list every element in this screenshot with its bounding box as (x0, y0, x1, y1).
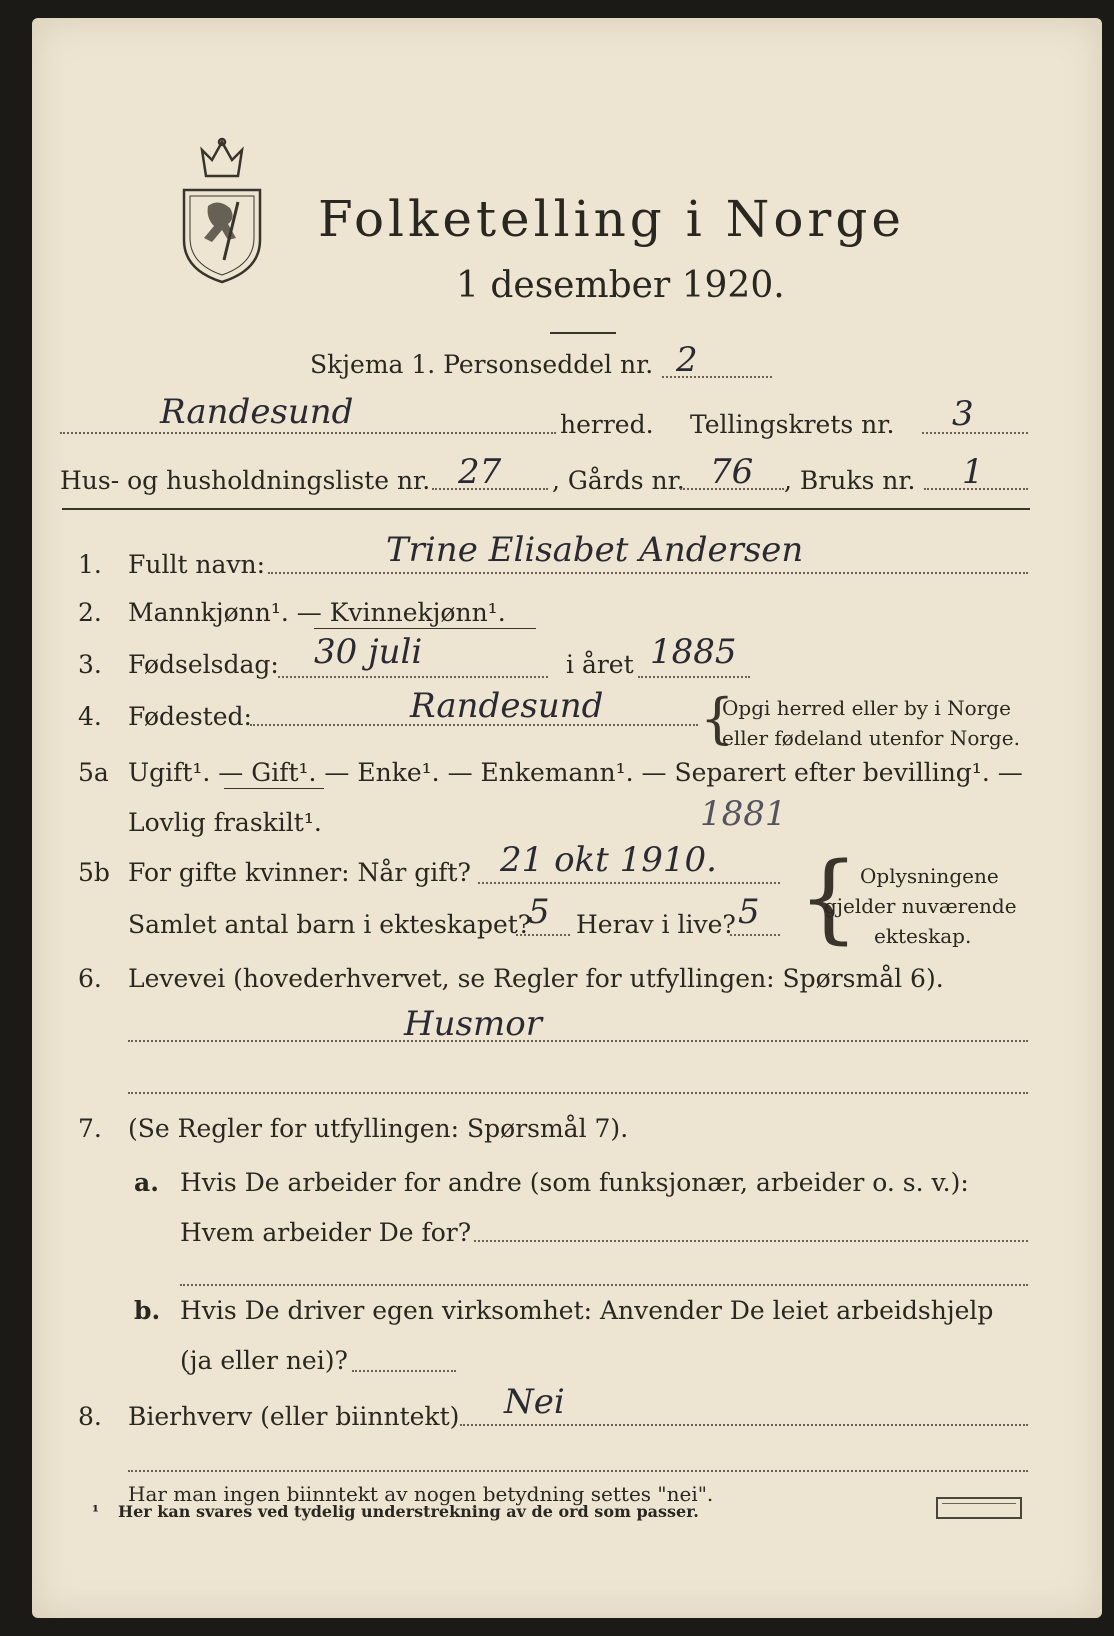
q2-underline-kvinnekjonn (314, 628, 536, 629)
q7b-line2: (ja eller nei)? (180, 1346, 348, 1375)
tellingskrets-nr-value[interactable]: 3 (952, 394, 974, 434)
q5b-alive-value[interactable]: 5 (738, 892, 760, 932)
q5b-label: For gifte kvinner: Når gift? (128, 858, 471, 887)
herred-label: herred. (560, 410, 654, 439)
q6-number: 6. (78, 964, 102, 993)
tellingskrets-line (922, 432, 1028, 434)
q1-label: Fullt navn: (128, 550, 266, 579)
q5b-married-value[interactable]: 21 okt 1910. (500, 840, 717, 880)
q3-label: Fødselsdag: (128, 650, 279, 679)
q7-label: (Se Regler for utfyllingen: Spørsmål 7). (128, 1114, 629, 1143)
q5a-number: 5a (78, 758, 109, 787)
q5a-extra-value[interactable]: 1881 (700, 794, 787, 834)
skjema-label: Skjema 1. Personseddel nr. (310, 350, 654, 379)
header-rule (62, 508, 1030, 510)
gards-nr-line (680, 488, 784, 490)
q8-side-income-value[interactable]: Nei (504, 1382, 565, 1422)
gards-nr-value[interactable]: 76 (710, 452, 754, 492)
q5a-line1: Ugift¹. — Gift¹. — Enke¹. — Enkemann¹. — Separert efter bevilling¹. — (128, 758, 1023, 787)
q4-birthplace-value[interactable]: Randesund (410, 686, 604, 726)
q6-occupation-value[interactable]: Husmor (404, 1004, 542, 1044)
q1-number: 1. (78, 550, 102, 579)
q5b-note-line1: Oplysningene (860, 864, 999, 888)
q3-year-line (638, 676, 750, 678)
q5b-alive-line (730, 934, 780, 936)
q7-number: 7. (78, 1114, 102, 1143)
herred-line (60, 432, 556, 434)
q4-brace: { (700, 687, 735, 750)
q5a-underline-gift (224, 788, 324, 789)
q3-birthday-value[interactable]: 30 juli (314, 632, 423, 672)
printer-stamp (936, 1497, 1022, 1519)
q5b-married-line (478, 882, 780, 884)
q7b-line1: Hvis De driver egen virksomhet: Anvender De leiet arbeidshjelp (180, 1296, 994, 1325)
q5b-brace: { (798, 842, 860, 954)
q3-year-label: i året (566, 650, 634, 679)
q5b-number: 5b (78, 858, 110, 887)
gards-label: , Gårds nr. (552, 466, 685, 495)
q5b-note-line3: ekteskap. (874, 924, 972, 948)
q5a-line2: Lovlig fraskilt¹. (128, 808, 322, 837)
q6-line2 (128, 1092, 1028, 1094)
footnote-mark: ¹ (92, 1502, 100, 1521)
footer-separator (128, 1470, 1028, 1472)
q8-line (460, 1424, 1028, 1426)
title-rule (550, 332, 616, 334)
hus-label: Hus- og husholdningsliste nr. (60, 466, 431, 495)
q5b-children-label: Samlet antal barn i ekteskapet? (128, 910, 532, 939)
q6-label: Levevei (hovederhvervet, se Regler for utfyllingen: Spørsmål 6). (128, 964, 944, 993)
tellingskrets-label: Tellingskrets nr. (690, 410, 895, 439)
personseddel-nr-line (662, 376, 772, 378)
hus-nr-line (432, 488, 548, 490)
q5b-note-line2: gjelder nuværende (824, 894, 1017, 918)
q3-line (278, 676, 548, 678)
q8-number: 8. (78, 1402, 102, 1431)
q1-line (268, 572, 1028, 574)
q5b-children-value[interactable]: 5 (528, 892, 550, 932)
bruks-nr-line (924, 488, 1028, 490)
q8-label: Bierhverv (eller biinntekt) (128, 1402, 460, 1431)
q4-note-line1: Opgi herred eller by i Norge (722, 696, 1011, 720)
q3-number: 3. (78, 650, 102, 679)
q7a-letter: a. (134, 1168, 159, 1197)
q5b-children-line (516, 934, 570, 936)
q4-note-line2: eller fødeland utenfor Norge. (722, 726, 1020, 750)
q6-line1 (128, 1040, 1028, 1042)
q4-line (250, 724, 698, 726)
bruks-nr-value[interactable]: 1 (962, 452, 984, 492)
q2-number: 2. (78, 598, 102, 627)
q4-label: Fødested: (128, 702, 252, 731)
q7b-letter: b. (134, 1296, 161, 1325)
q4-number: 4. (78, 702, 102, 731)
coat-of-arms-icon (180, 136, 264, 286)
form-date: 1 desember 1920. (456, 265, 785, 306)
q7a-employer-line[interactable] (474, 1240, 1028, 1242)
q2-label: Mannkjønn¹. — Kvinnekjønn¹. (128, 598, 506, 627)
q7a-extra-line[interactable] (180, 1284, 1028, 1286)
q3-year-value[interactable]: 1885 (650, 632, 737, 672)
q7a-line2: Hvem arbeider De for? (180, 1218, 472, 1247)
bruks-label: , Bruks nr. (784, 466, 916, 495)
herred-value[interactable]: Randesund (160, 392, 354, 432)
hus-nr-value[interactable]: 27 (458, 452, 502, 492)
q1-full-name-value[interactable]: Trine Elisabet Andersen (386, 530, 804, 570)
personseddel-nr-value[interactable]: 2 (676, 340, 698, 380)
footer-note: Har man ingen biinntekt av nogen betydning settes "nei". (128, 1482, 714, 1506)
form-title: Folketelling i Norge (318, 190, 905, 248)
q7b-answer-line[interactable] (352, 1370, 456, 1372)
q7a-line1: Hvis De arbeider for andre (som funksjonær, arbeider o. s. v.): (180, 1168, 969, 1197)
q5b-alive-label: Herav i live? (576, 910, 736, 939)
footnote-text: Her kan svares ved tydelig understrekning av de ord som passer. (118, 1502, 699, 1521)
